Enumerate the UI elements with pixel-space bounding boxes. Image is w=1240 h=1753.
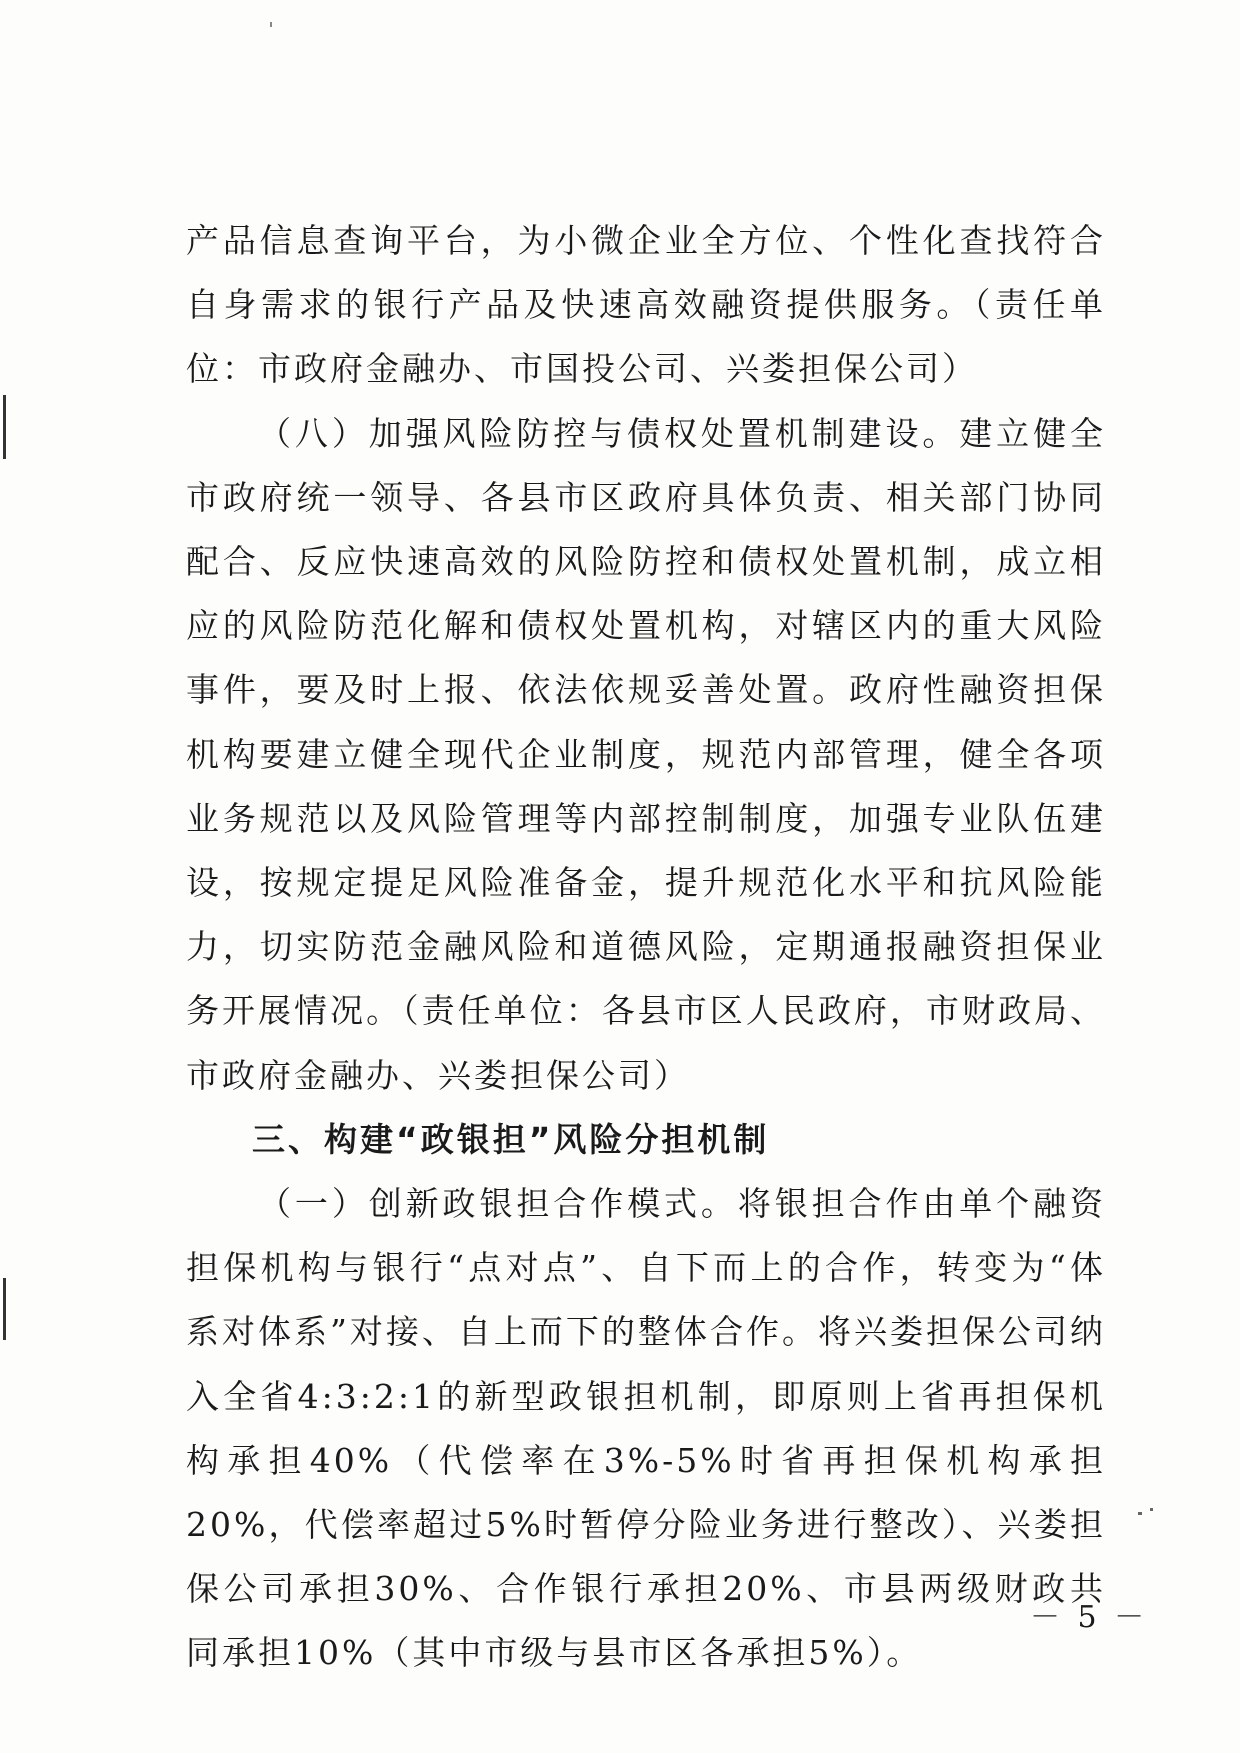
- section-heading-risk-sharing: 三、构建“政银担”风险分担机制: [252, 1119, 770, 1159]
- scan-artifact: [1138, 1512, 1142, 1515]
- page-number: － 5 －: [1030, 1600, 1149, 1635]
- paragraph-cooperation-model: （一）创新政银担合作模式。将银担合作由单个融资担保机构与银行“点对点”、自下而上的合作，转变为“体系对体系”对接、自上而下的整体合作。将兴娄担保公司纳入全省4:3:2:1的新型政银担机制，即原则上省再担保机构承担40%（代偿率在3%-5%时省再担保机构承担20%，代偿率超过5%时暂停分险业务进行整改）、兴娄担保公司承担30%、合作银行承担20%、市县两级财政共同承担10%（其中市级与县市区各承担5%）。: [186, 1184, 1106, 1673]
- scan-artifact: [1150, 1508, 1153, 1511]
- scan-artifact: [3, 1278, 6, 1340]
- document-body: [186, 209, 1106, 1686]
- scan-artifact: [3, 395, 6, 459]
- paragraph-risk-control: （八）加强风险防控与债权处置机制建设。建立健全市政府统一领导、各县市区政府具体负责、相关部门协同配合、反应快速高效的风险防控和债权处置机制，成立相应的风险防范化解和债权处置机构，对辖区内的重大风险事件，要及时上报、依法依规妥善处置。政府性融资担保机构要建立健全现代企业制度，规范内部管理，健全各项业务规范以及风险管理等内部控制制度，加强专业队伍建设，按规定提足风险准备金，提升规范化水平和抗风险能力，切实防范金融风险和道德风险，定期通报融资担保业务开展情况。（责任单位：各县市区人民政府，市财政局、市政府金融办、兴娄担保公司）: [186, 413, 1106, 1095]
- paragraph-product-platform: 产品信息查询平台，为小微企业全方位、个性化查找符合自身需求的银行产品及快速高效融资提供服务。（责任单位：市政府金融办、市国投公司、兴娄担保公司）: [186, 221, 1106, 389]
- scan-artifact: [270, 22, 272, 27]
